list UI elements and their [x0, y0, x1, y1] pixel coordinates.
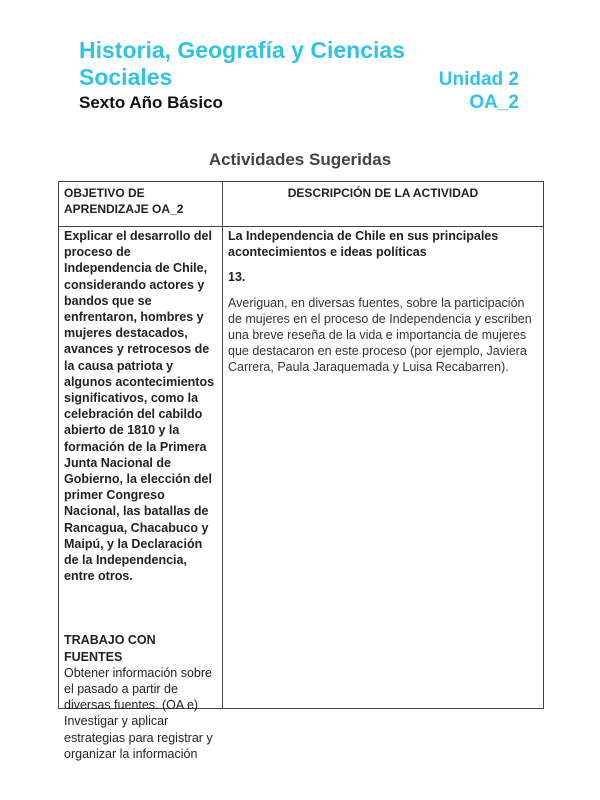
- grade-label: Sexto Año Básico: [79, 93, 223, 112]
- header-divider: [59, 226, 543, 227]
- activity-subtitle: La Independencia de Chile en sus principales acontecimientos e ideas políticas: [228, 229, 499, 260]
- objective-text: Explicar el desarrollo del proceso de Independencia de Chile, considerando actores y bandos que se enfrentaron, hombres y mujeres destacados, avances y retrocesos de la causa patriota y algunos acontecimientos significativos, como la celebración del cabildo abierto de 1810 y la formación de la Primera Junta Nacional de Gobierno, la elección del primer Congreso Nacional, las batallas de Rancagua, Chacabuco y Maipú, y la Declaración de la Independencia, entre otros.: [64, 229, 215, 584]
- subject-title: Historia, Geografía y Ciencias: [79, 37, 405, 63]
- activity-number: 13.: [228, 270, 246, 285]
- skill-text: Obtener información sobre el pasado a partir de diversas fuentes. (OA e) Investigar y aplicar estrategias para registrar y organizar la información: [64, 665, 213, 761]
- activity-description: Averiguan, en diversas fuentes, sobre la participación de mujeres en el proceso de Independencia y escriben una breve reseña de la vida e importancia de mujeres que destacaron en este proceso (por ejemplo, Javiera Carrera, Paula Jaraquemada y Luisa Recabarren).: [228, 295, 532, 375]
- objective-cell: [64, 228, 217, 762]
- subject-title-continued: Sociales: [79, 64, 173, 90]
- column-divider: [222, 182, 223, 708]
- header-objective: OBJETIVO DE APRENDIZAJE OA_2: [64, 186, 184, 216]
- description-cell: [228, 228, 538, 376]
- activities-table: [58, 181, 544, 761]
- header-description: DESCRIPCIÓN DE LA ACTIVIDAD: [287, 186, 479, 200]
- skill-title: TRABAJO CON FUENTES: [64, 633, 156, 664]
- oa-label: OA_2: [469, 92, 519, 113]
- section-title: Actividades Sugeridas: [208, 150, 392, 169]
- unit-label: Unidad 2: [438, 69, 519, 90]
